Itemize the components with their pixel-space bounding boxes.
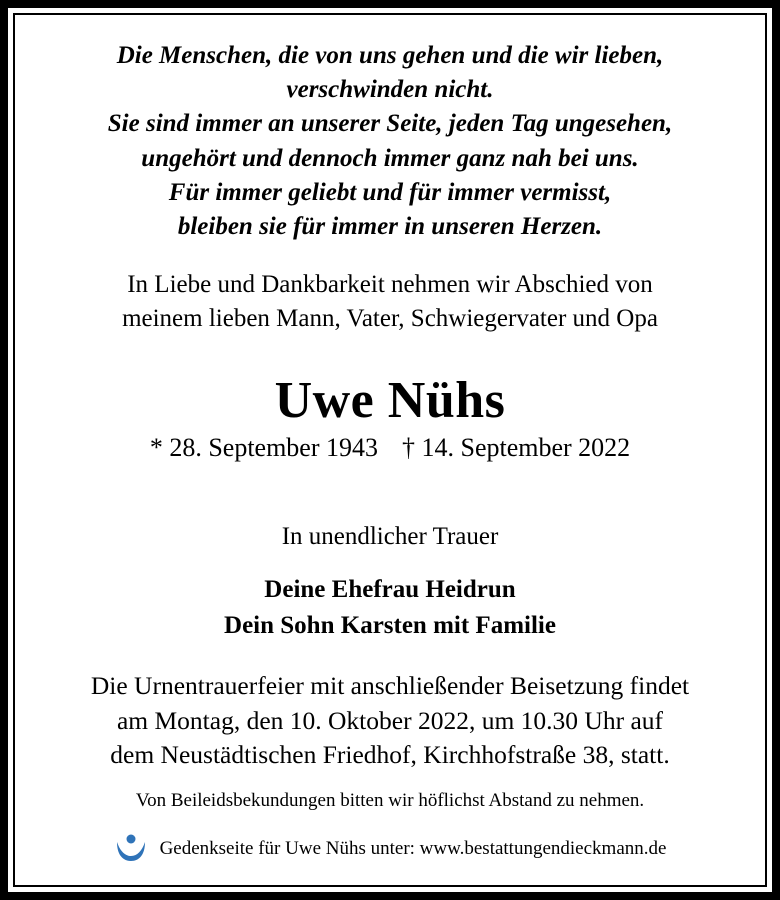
poem-line: bleiben sie für immer in unseren Herzen. — [177, 213, 603, 241]
poem-line: Die Menschen, die von uns gehen und die wir lieben, — [116, 42, 664, 69]
funeral-details — [15, 669, 765, 773]
deceased-name: Uwe Nühs — [274, 372, 506, 429]
poem-line: Für immer geliebt und für immer vermisst, — [168, 178, 612, 206]
intro-line: meinem lieben Mann, Vater, Schwiegervater und Opa — [122, 305, 658, 332]
intro-line: In Liebe und Dankbarkeit nehmen wir Abschied von — [127, 271, 653, 298]
mourning-line: In unendlicher Trauer — [281, 523, 499, 550]
life-dates — [15, 431, 765, 465]
funeral-line: Die Urnentrauerfeier mit anschließender Beisetzung findet — [90, 671, 690, 700]
poem — [15, 39, 765, 244]
mourners — [15, 572, 765, 644]
mourner-name: Dein Sohn Karsten mit Familie — [224, 612, 556, 639]
mourner-name: Deine Ehefrau Heidrun — [264, 576, 516, 603]
death-date: † 14. September 2022 — [402, 433, 631, 462]
condolence-request: Von Beileidsbekundungen bitten wir höflichst Abstand zu nehmen. — [135, 790, 645, 811]
birth-date: * 28. September 1943 — [149, 433, 378, 462]
person-arc-logo-icon — [114, 831, 148, 863]
poem-line: verschwinden nicht. — [286, 76, 494, 104]
poem-line: ungehört und dennoch immer ganz nah bei uns. — [141, 144, 639, 172]
poem-line: Sie sind immer an unserer Seite, jeden Tag ungesehen, — [107, 110, 673, 138]
funeral-line: dem Neustädtischen Friedhof, Kirchhofstraße 38, statt. — [110, 740, 670, 769]
farewell-intro — [15, 268, 765, 336]
memorial-page-line — [15, 833, 765, 875]
memorial-text: Gedenkseite für Uwe Nühs unter: www.bestattungendieckmann.de — [159, 838, 667, 859]
funeral-line: am Montag, den 10. Oktober 2022, um 10.30 Uhr auf — [116, 705, 664, 735]
